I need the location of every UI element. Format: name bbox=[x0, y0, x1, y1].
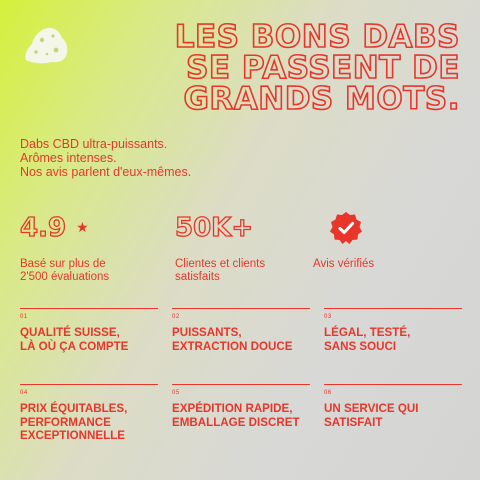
verified-badge-icon bbox=[329, 211, 363, 245]
feature-number: 04 bbox=[20, 390, 28, 396]
rating-label: Basé sur plus de 2'500 évaluations bbox=[20, 258, 110, 283]
divider bbox=[20, 384, 158, 385]
divider bbox=[324, 308, 462, 309]
feature-item bbox=[324, 308, 462, 353]
intro-line: Dabs CBD ultra-puissants. bbox=[20, 137, 168, 151]
feature-item bbox=[172, 308, 310, 353]
feature-number: 06 bbox=[324, 390, 332, 396]
feature-item bbox=[172, 384, 310, 429]
stat-rating bbox=[20, 210, 160, 284]
divider bbox=[20, 308, 158, 309]
intro-text bbox=[20, 137, 191, 179]
feature-title: LÉGAL, TESTÉ, SANS SOUCI bbox=[324, 326, 411, 353]
feature-number: 03 bbox=[324, 314, 332, 320]
divider bbox=[324, 384, 462, 385]
headline-line: LES BONS DABS bbox=[174, 19, 460, 55]
feature-number: 02 bbox=[172, 314, 180, 320]
feature-title: EXPÉDITION RAPIDE, EMBALLAGE DISCRET bbox=[172, 402, 300, 429]
stat-customers bbox=[175, 210, 315, 284]
stat-verified bbox=[313, 210, 453, 271]
feature-title: PRIX ÉQUITABLES, PERFORMANCE EXCEPTIONNELLE bbox=[20, 402, 128, 442]
feature-title: QUALITÉ SUISSE, LÀ OÙ ÇA COMPTE bbox=[20, 326, 129, 353]
feature-title: UN SERVICE QUI SATISFAIT bbox=[324, 402, 419, 429]
rating-value: 4.9 bbox=[20, 213, 67, 243]
customers-value: 50K+ bbox=[175, 213, 254, 243]
headline bbox=[0, 19, 460, 117]
feature-number: 01 bbox=[20, 314, 28, 320]
intro-line: Arômes intenses. bbox=[20, 151, 117, 165]
feature-title: PUISSANTS, EXTRACTION DOUCE bbox=[172, 326, 293, 353]
star-icon: ★ bbox=[76, 220, 89, 236]
verified-label: Avis vérifiés bbox=[313, 258, 375, 270]
feature-number: 05 bbox=[172, 390, 180, 396]
headline-line: SE PASSENT DE bbox=[186, 50, 460, 86]
feature-item bbox=[20, 384, 158, 443]
customers-label: Clientes et clients satisfaits bbox=[175, 258, 266, 283]
feature-item bbox=[20, 308, 158, 353]
feature-item bbox=[324, 384, 462, 429]
divider bbox=[172, 308, 310, 309]
intro-line: Nos avis parlent d'eux-mêmes. bbox=[20, 165, 192, 179]
divider bbox=[172, 384, 310, 385]
headline-line: GRANDS MOTS. bbox=[183, 81, 460, 117]
